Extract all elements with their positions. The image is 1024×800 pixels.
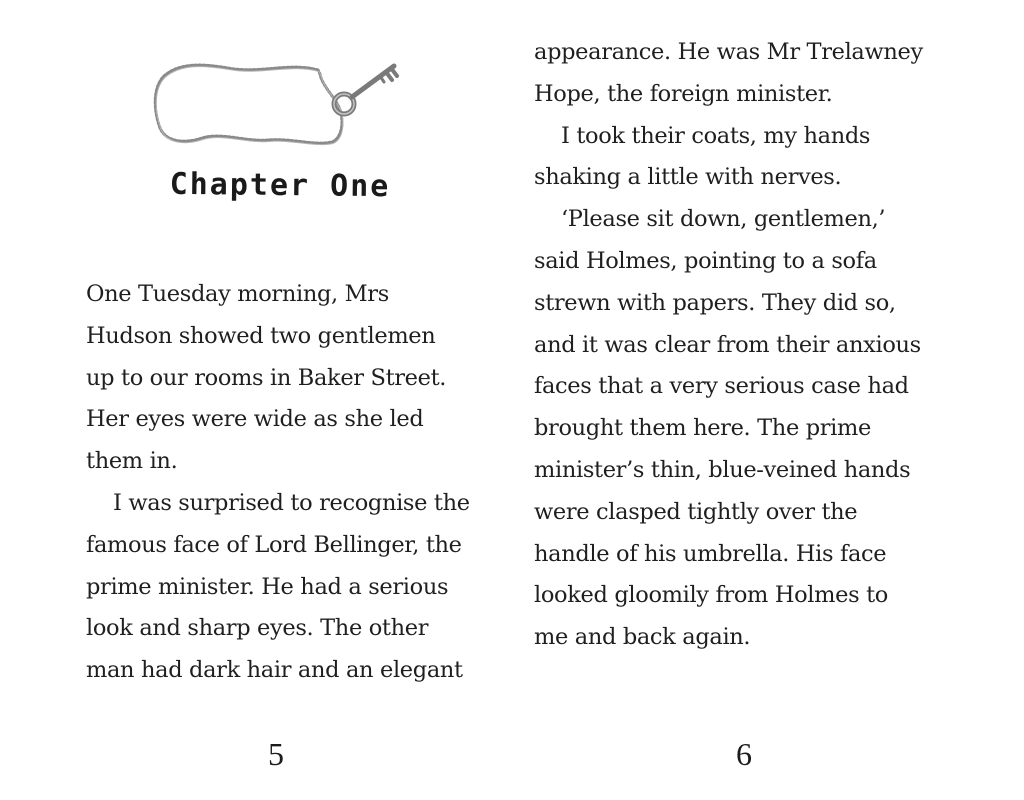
text-line: looked gloomily from Holmes to (534, 582, 888, 609)
page-number-right: 6 (736, 736, 752, 772)
text-line: man had dark hair and an elegant (86, 657, 463, 684)
text-line: faces that a very serious case had (534, 373, 909, 400)
text-line: look and sharp eyes. The other (86, 615, 429, 642)
text-line: brought them here. The prime (534, 415, 871, 442)
left-page-text (86, 274, 486, 692)
right-page (512, 0, 1024, 800)
text-line: me and back again. (534, 624, 751, 651)
text-line: were clasped tightly over the (534, 498, 858, 525)
text-line: strewn with papers. They did so, (534, 289, 896, 316)
text-line: and it was clear from their anxious (534, 331, 921, 358)
text-line: Hudson showed two gentlemen (86, 322, 436, 349)
text-line: them in. (86, 448, 178, 475)
right-page-text (534, 32, 974, 659)
text-line: said Holmes, pointing to a sofa (534, 247, 877, 274)
chain-and-key-icon (150, 56, 410, 152)
text-line: ‘Please sit down, gentlemen,’ (561, 206, 886, 233)
text-line: appearance. He was Mr Trelawney (534, 39, 923, 65)
text-line: prime minister. He had a serious (86, 573, 449, 600)
page-number-left: 5 (268, 736, 284, 772)
text-line: handle of his umbrella. His face (534, 540, 887, 567)
text-line: up to our rooms in Baker Street. (86, 364, 447, 391)
text-line: minister’s thin, blue-veined hands (534, 456, 911, 483)
text-line: shaking a little with nerves. (534, 164, 842, 191)
text-line: I took their coats, my hands (561, 122, 871, 149)
text-line: I was surprised to recognise the (113, 489, 470, 516)
text-line: Her eyes were wide as she led (86, 406, 424, 433)
text-line: Hope, the foreign minister. (534, 80, 833, 107)
text-line: famous face of Lord Bellinger, the (86, 531, 462, 558)
chain-icon (155, 65, 342, 143)
key-icon (334, 66, 397, 114)
chapter-title: Chapter One (169, 166, 391, 205)
text-line: One Tuesday morning, Mrs (86, 281, 389, 307)
